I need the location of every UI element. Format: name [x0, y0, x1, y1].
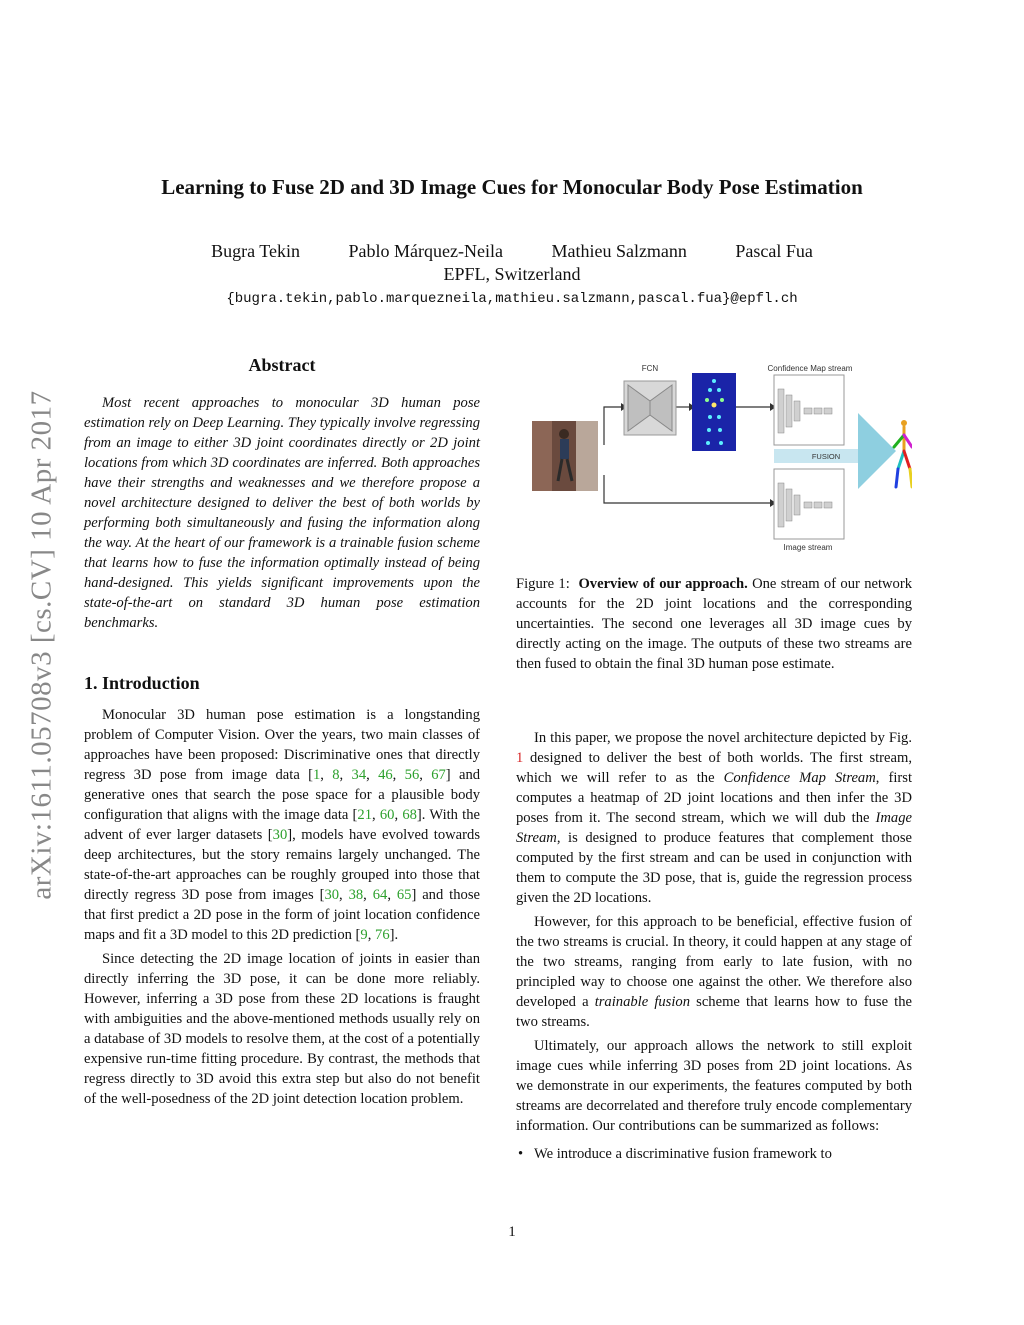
figure-reference[interactable]: 1 [516, 750, 524, 766]
confidence-stream-label: Confidence Map stream [767, 364, 853, 373]
citation[interactable]: 21 [357, 807, 373, 823]
text-run: ], models have evolved towards deep architectures, but the story remains largely unchanged. The state-of-the-art approaches can be roughly grouped into those that directly regress 3D pose from images [ [84, 827, 480, 903]
text-run: , first computes a heatmap of 2D joint locations and then infer the 3D poses from it. The second stream, which we will dub the [516, 770, 912, 826]
text-run: Monocular 3D human pose estimation is a longstanding problem of Computer Vision. Over the years, two main classes of approaches have been proposed: Discriminative ones that directly regress 3D pose from image data [ [84, 707, 480, 783]
overview-figure [516, 355, 912, 555]
text-run: designed to deliver the best of both worlds. The first stream, which we will refer to as the [516, 750, 912, 786]
text-run: , is designed to produce features that complement those computed by the first stream and can be used in conjunction with them to compute the 3D pose, that is, guide the regression process given the 2D locations. [516, 830, 912, 906]
right-column [516, 728, 912, 1164]
right-paragraph-3: Ultimately, our approach allows the network to still exploit image cues while inferring 3D poses from 2D joint locations. As we demonstrate in our experiments, the features computed by both streams are decorrelated and therefore truly encode complementary information. Our contributions can be summarized as follows: [516, 1038, 912, 1134]
citation[interactable]: 30 [324, 887, 340, 903]
text-run: ]. [389, 927, 399, 943]
fcn-label: FCN [641, 364, 659, 373]
left-column [84, 355, 480, 1109]
citation[interactable]: 64 [372, 887, 388, 903]
page-number: 1 [508, 1224, 516, 1240]
text-run: However, for this approach to be beneficial, effective fusion of the two streams is crucial. In theory, it could happen at any stage of the two streams, ranging from early to late fusion, with no principled way to choose one against the other. We therefore also developed a [516, 914, 912, 1010]
author-emails: {bugra.tekin,pablo.marquezneila,mathieu.salzmann,pascal.fua}@epfl.ch [226, 291, 798, 307]
image-stream-box [774, 469, 844, 539]
author-list [0, 241, 1024, 262]
author-name: Pablo Márquez-Neila [348, 241, 503, 261]
input-image [532, 421, 598, 491]
skeleton-3d [894, 420, 912, 487]
intro-paragraph-1: Monocular 3D human pose estimation is a longstanding problem of Computer Vision. Over the years, two main classes of approaches have been proposed: Discriminative ones that directly regress 3D pose from image data [1, 8, 34, 46, 56, 67] and generative ones that search the pose space for a plausible body configuration that aligns with the image data [21, 60, 68]. With the advent of ever larger datasets [30], models have evolved towards deep architectures, but the story remains largely unchanged. The state-of-the-art approaches can be roughly grouped into those that directly regress 3D pose from images [30, 38, 64, 65] and those that first predict a 2D pose in the form of joint location confidence maps and fit a 3D model to this 2D prediction [9, 76]. [84, 707, 481, 943]
intro-paragraph-2: Since detecting the 2D image location of joints in easier than directly inferring the 3D pose, it can be done more reliably. However, inferring a 3D pose from these 2D locations is fraught with ambiguities and the above-mentioned methods usually rely on a database of 3D models to resolve them, at the cost of a potentially expensive run-time fitting procedure. By contrast, the methods that regress directly to 3D avoid this extra step but also do not benefit of the well-posedness of the 2D joint detection location problem. [84, 951, 480, 1107]
author-name: Mathieu Salzmann [551, 241, 687, 261]
contribution-bullet: • We introduce a discriminative fusion framework to [516, 1144, 912, 1164]
citation[interactable]: 67 [431, 767, 446, 783]
right-paragraph-2 [516, 912, 912, 1032]
emphasis: Confidence Map Stream [723, 770, 876, 786]
caption-prefix: Figure 1: [516, 576, 570, 592]
citation[interactable]: 76 [375, 927, 390, 943]
citation[interactable]: 56 [404, 767, 420, 783]
fusion-label: FUSION [811, 452, 841, 461]
heatmap-image [692, 373, 736, 451]
citation[interactable]: 38 [348, 887, 364, 903]
confidence-stream-box [774, 375, 844, 445]
citation[interactable]: 60 [379, 807, 395, 823]
author-name: Bugra Tekin [211, 241, 300, 261]
arxiv-identifier: arXiv:1611.05708v3 [cs.CV] 10 Apr 2017 [25, 390, 58, 900]
image-stream-label: Image stream [783, 543, 833, 552]
emphasis: trainable fusion [594, 994, 691, 1010]
affiliation: EPFL, Switzerland [443, 264, 581, 284]
citation[interactable]: 68 [402, 807, 417, 823]
citation[interactable]: 9 [360, 927, 368, 943]
text-run: scheme that learns how to fuse the two streams. [516, 994, 912, 1030]
text-run: ]. With the advent of ever larger datasets [ [84, 807, 481, 843]
caption-text: One stream of our network accounts for the 2D joint locations and the corresponding uncertainties. The second one leverages all 3D image cues by directly acting on the image. The outputs of these two streams are then fused to obtain the final 3D human pose estimate. [516, 576, 913, 672]
abstract-text: Most recent approaches to monocular 3D human pose estimation rely on Deep Learning. They typically involve regressing from an image to either 3D joint coordinates directly or 2D joint locations from which 3D coordinates are inferred. Both approaches have their strengths and weaknesses and we therefore propose a novel architecture designed to deliver the best of both worlds by performing both simultaneously and fusing the information along the way. At the heart of our framework is a trainable fusion scheme that learns how to fuse the information optimally instead of being hand-designed. This yields significant improvements upon the state-of-the-art on standard 3D human pose estimation benchmarks. [84, 395, 480, 631]
text-run: ] and those that first predict a 2D pose in the form of joint location confidence maps and fit a 3D model to this 2D prediction [ [84, 887, 480, 943]
citation[interactable]: 34 [351, 767, 367, 783]
citation[interactable]: 65 [396, 887, 412, 903]
paper-title: Learning to Fuse 2D and 3D Image Cues for Monocular Body Pose Estimation [161, 175, 863, 199]
author-name: Pascal Fua [735, 241, 813, 261]
text-run: In this paper, we propose the novel architecture depicted by Fig. [534, 730, 912, 746]
citation[interactable]: 8 [332, 767, 340, 783]
caption-title: Overview of our approach. [578, 576, 748, 592]
citation[interactable]: 1 [312, 767, 321, 783]
right-paragraph-1 [516, 728, 912, 908]
text-run: ] and generative ones that search the pose space for a plausible body configuration that aligns with the image data [ [84, 767, 481, 823]
emphasis: Image Stream [516, 810, 912, 846]
fcn-block [624, 381, 676, 435]
figure-caption [516, 574, 912, 674]
fusion-arrow [858, 413, 896, 489]
introduction-heading: 1. Introduction [84, 673, 200, 693]
citation[interactable]: 30 [272, 827, 288, 843]
citation[interactable]: 46 [378, 767, 393, 783]
abstract-heading: Abstract [248, 355, 316, 375]
